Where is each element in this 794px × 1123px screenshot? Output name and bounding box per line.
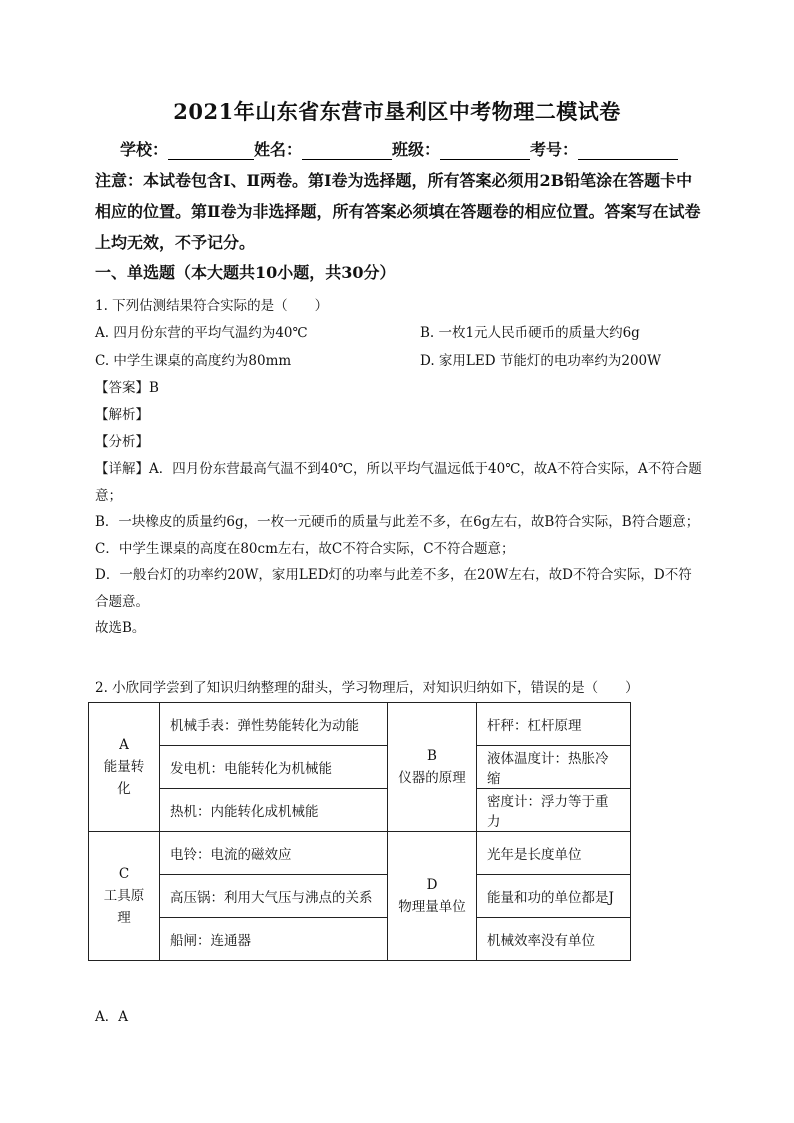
table-cell-d-header xyxy=(388,832,477,961)
table-cell-c-header xyxy=(89,832,160,961)
class-blank xyxy=(440,142,530,160)
name-label: 姓名： xyxy=(254,140,303,159)
group-a-name: 能量转化 xyxy=(103,759,145,797)
table-cell-a-item: 热机：内能转化成机械能 xyxy=(160,789,388,832)
table-cell-b-item: 杆秤：杠杆原理 xyxy=(477,703,631,746)
q1-option-a: A. 四月份东营的平均气温约为40℃ xyxy=(95,325,308,341)
group-b-letter: B xyxy=(427,748,437,764)
q2-option-a: A．A xyxy=(95,1009,128,1025)
table-cell-b-item: 液体温度计：热胀冷缩 xyxy=(477,746,631,789)
q1-stem: 1. 下列估测结果符合实际的是（ ） xyxy=(95,298,329,314)
exam-notice: 注意：本试卷包含Ⅰ、Ⅱ两卷。第Ⅰ卷为选择题，所有答案必须用2B铅笔涂在答题卡中相应的位置。第Ⅱ卷为非选择题，所有答案必须填在答题卷的相应位置。答案写在试卷上均无效，不予记分。 xyxy=(95,171,701,252)
table-cell-c-item: 船闸：连通器 xyxy=(160,918,388,961)
q1-detail-b: B．一块橡皮的质量约6g，一枚一元硬币的质量与此差不多，在6g左右，故B符合实际，B符合题意； xyxy=(95,514,700,530)
page-title: 2021年山东省东营市垦利区中考物理二模试卷 xyxy=(173,99,621,124)
table-cell-b-header xyxy=(388,703,477,832)
q1-detail-c: C．中学生课桌的高度在80cm左右，故C不符合实际，C不符合题意； xyxy=(95,540,515,557)
q2-stem: 2. 小欣同学尝到了知识归纳整理的甜头，学习物理后，对知识归纳如下，错误的是（ ） xyxy=(95,680,639,696)
class-label: 班级： xyxy=(392,140,441,159)
name-blank xyxy=(302,142,392,160)
school-blank xyxy=(168,142,254,160)
q1-answer: 【答案】B xyxy=(95,380,159,396)
q1-fenxi-heading: 【分析】 xyxy=(95,434,149,450)
q1-conclusion: 故选B。 xyxy=(95,620,146,636)
table-cell-a-header xyxy=(89,703,160,832)
group-b-name: 仪器的原理 xyxy=(398,770,466,786)
section-heading-single-choice: 一、单选题（本大题共10小题，共30分） xyxy=(95,263,396,282)
group-c-letter: C xyxy=(118,866,130,882)
group-d-letter: D xyxy=(426,877,438,893)
q1-detail-d: D．一般台灯的功率约20W，家用LED灯的功率与此差不多，在20W左右，故D不符合实际，D不符合题意。 xyxy=(95,567,692,610)
school-label: 学校： xyxy=(120,140,169,159)
q1-analysis-heading: 【解析】 xyxy=(95,407,149,423)
table-cell-d-item: 机械效率没有单位 xyxy=(477,918,631,961)
q2-knowledge-table xyxy=(88,702,631,961)
table-cell-b-item: 密度计：浮力等于重力 xyxy=(477,789,631,832)
table-cell-d-item: 光年是长度单位 xyxy=(477,832,631,875)
group-d-name: 物理量单位 xyxy=(398,899,466,915)
q1-option-d: D. 家用LED 节能灯的电功率约为200W xyxy=(420,353,662,369)
q1-solution xyxy=(95,456,705,642)
table-cell-a-item: 发电机：电能转化为机械能 xyxy=(160,746,388,789)
q1-option-c: C. 中学生课桌的高度约为80mm xyxy=(95,353,292,369)
table-cell-c-item: 电铃：电流的磁效应 xyxy=(160,832,388,875)
q1-detail-a: 【详解】A．四月份东营最高气温不到40℃，所以平均气温远低于40℃，故A不符合实际，A不符合题意； xyxy=(95,461,702,504)
student-info-row xyxy=(120,137,680,160)
exam-number-label: 考号： xyxy=(530,140,579,159)
table-cell-c-item: 高压锅：利用大气压与沸点的关系 xyxy=(160,875,388,918)
q1-option-b: B. 一枚1元人民币硬币的质量大约6g xyxy=(420,325,640,341)
table-cell-a-item: 机械手表：弹性势能转化为动能 xyxy=(160,703,388,746)
group-c-name: 工具原理 xyxy=(103,888,145,926)
exam-number-blank xyxy=(578,142,678,160)
table-cell-d-item: 能量和功的单位都是J xyxy=(477,875,631,918)
group-a-letter: A xyxy=(119,737,129,753)
